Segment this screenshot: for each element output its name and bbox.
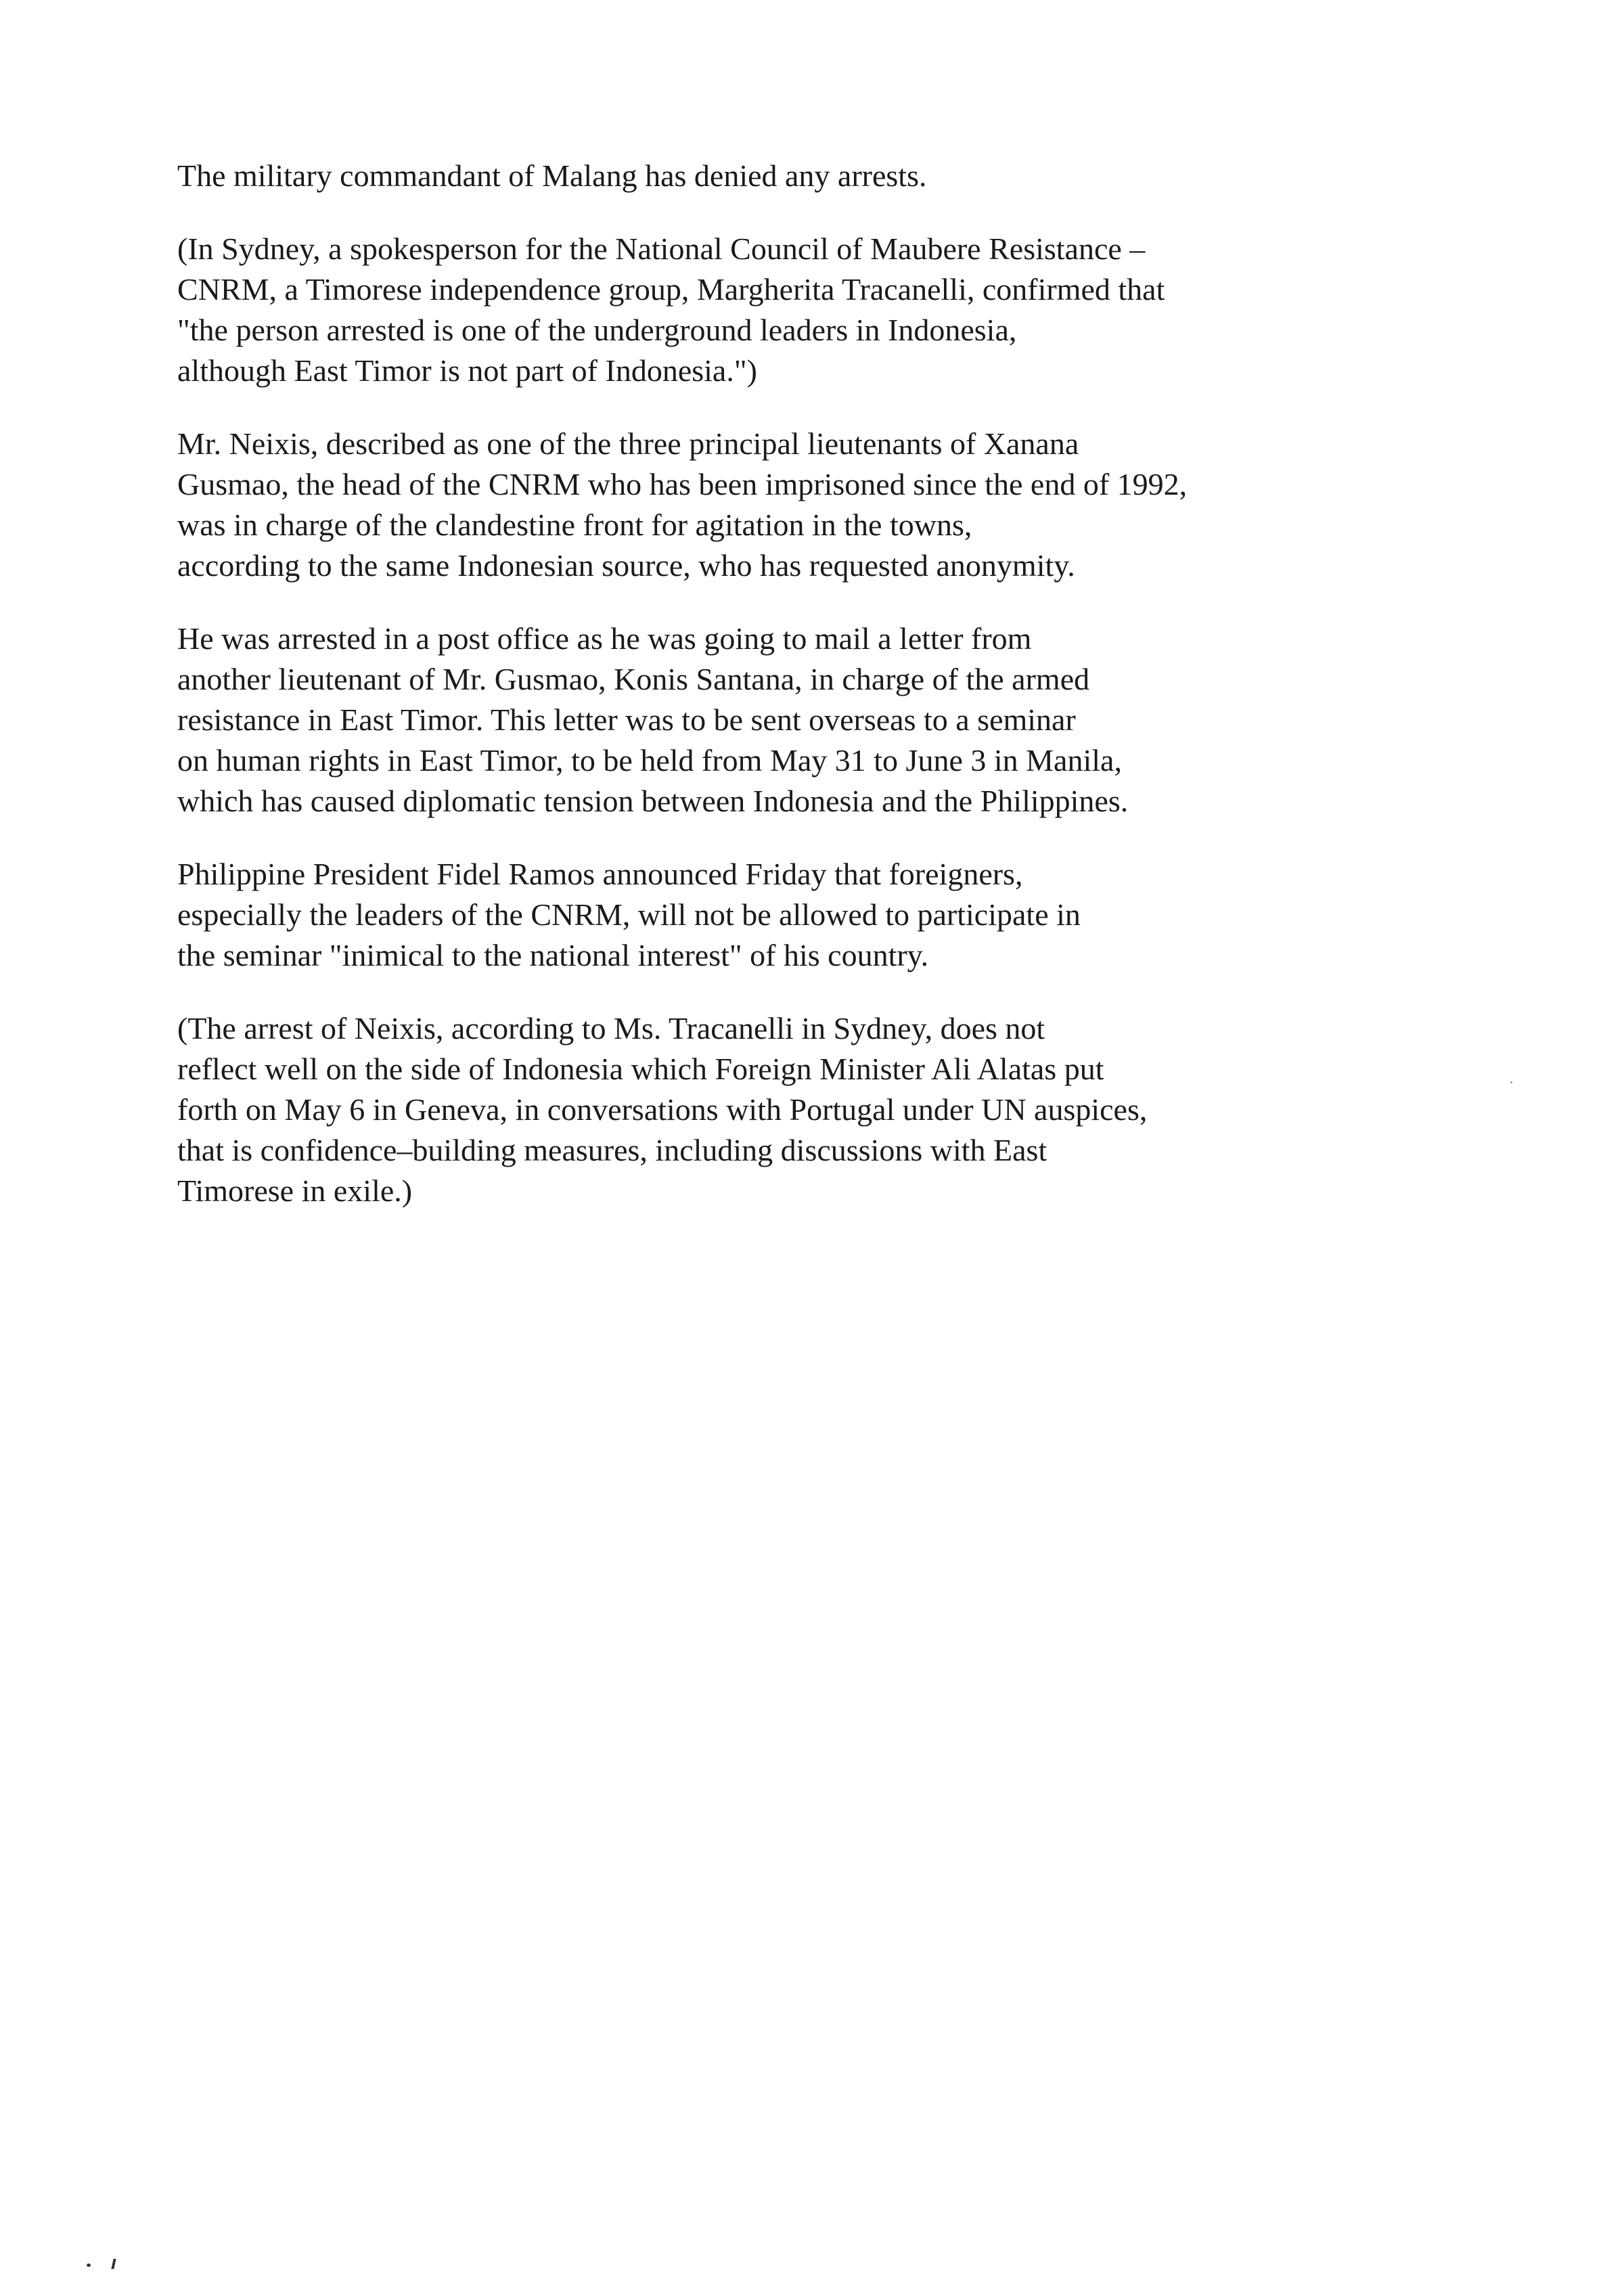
- text-line: resistance in East Timor. This letter was to be sent overseas to a seminar: [177, 702, 1076, 737]
- text-line: according to the same Indonesian source, who has requested anonymity.: [177, 548, 1075, 583]
- paragraph-5: [177, 854, 1463, 976]
- text-line: The military commandant of Malang has denied any arrests.: [177, 158, 927, 193]
- paragraph-3: [177, 424, 1463, 586]
- text-line: Gusmao, the head of the CNRM who has been imprisoned since the end of 1992,: [177, 467, 1188, 501]
- scan-mark-tick: [111, 2259, 116, 2269]
- text-line: forth on May 6 in Geneva, in conversations with Portugal under UN auspices,: [177, 1092, 1148, 1127]
- article-body: [177, 156, 1463, 1244]
- text-line: "the person arrested is one of the underground leaders in Indonesia,: [177, 313, 1017, 347]
- text-line: that is confidence–building measures, including discussions with East: [177, 1133, 1047, 1167]
- paragraph-2: [177, 229, 1463, 391]
- text-line: on human rights in East Timor, to be held from May 31 to June 3 in Manila,: [177, 743, 1122, 778]
- text-line: CNRM, a Timorese independence group, Margherita Tracanelli, confirmed that: [177, 272, 1165, 307]
- text-line: (In Sydney, a spokesperson for the National Council of Maubere Resistance –: [177, 231, 1146, 266]
- text-line: He was arrested in a post office as he was going to mail a letter from: [177, 621, 1032, 656]
- text-line: another lieutenant of Mr. Gusmao, Konis Santana, in charge of the armed: [177, 662, 1090, 696]
- paragraph-6: [177, 1008, 1463, 1211]
- text-line: the seminar "inimical to the national interest" of his country.: [177, 938, 929, 972]
- text-line: which has caused diplomatic tension between Indonesia and the Philippines.: [177, 784, 1129, 818]
- text-line: was in charge of the clandestine front for agitation in the towns,: [177, 508, 972, 542]
- paragraph-4: [177, 619, 1463, 822]
- scan-mark-dot: [87, 2264, 91, 2267]
- scan-speck: [1510, 1081, 1512, 1083]
- text-line: Mr. Neixis, described as one of the three principal lieutenants of Xanana: [177, 426, 1079, 461]
- text-line: Timorese in exile.): [177, 1173, 413, 1208]
- text-line: reflect well on the side of Indonesia which Foreign Minister Ali Alatas put: [177, 1052, 1104, 1086]
- text-line: (The arrest of Neixis, according to Ms. Tracanelli in Sydney, does not: [177, 1011, 1045, 1045]
- text-line: especially the leaders of the CNRM, will not be allowed to participate in: [177, 897, 1081, 932]
- text-line: although East Timor is not part of Indonesia."): [177, 353, 757, 388]
- paragraph-1: [177, 156, 1463, 196]
- text-line: Philippine President Fidel Ramos announced Friday that foreigners,: [177, 857, 1023, 891]
